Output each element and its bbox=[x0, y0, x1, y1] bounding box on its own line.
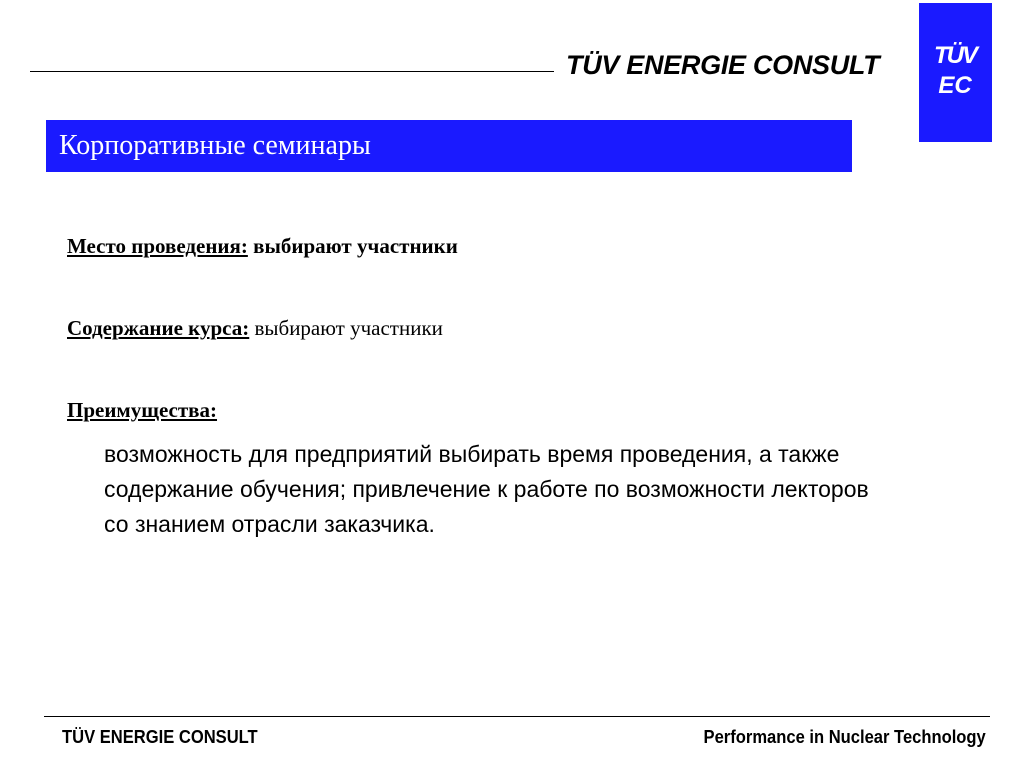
content-field bbox=[67, 316, 443, 341]
footer-tagline: Performance in Nuclear Technology bbox=[703, 727, 986, 747]
content-label: Содержание курса: bbox=[67, 316, 250, 340]
venue-field bbox=[67, 234, 458, 259]
logo-line-2: EC bbox=[938, 72, 972, 99]
footer-company: TÜV ENERGIE CONSULT bbox=[62, 727, 258, 747]
slide-title: Корпоративные семинары bbox=[59, 130, 371, 161]
advantages-text: возможность для предприятий выбирать время проведения, а также содержание обучения; привлечение к работе по возможности лекторов со знанием отрасли заказчика. bbox=[104, 441, 869, 537]
advantages-field bbox=[67, 398, 217, 423]
content-value: выбирают участники bbox=[254, 316, 443, 340]
tuv-ec-logo bbox=[919, 3, 992, 142]
header-rule bbox=[30, 71, 554, 72]
title-bar bbox=[46, 120, 852, 172]
advantages-label: Преимущества: bbox=[67, 398, 218, 422]
company-title: TÜV ENERGIE CONSULT bbox=[566, 50, 880, 80]
venue-value: выбирают участники bbox=[253, 234, 458, 258]
footer-rule bbox=[44, 716, 990, 717]
logo-graphic bbox=[919, 3, 992, 142]
logo-line-1: TÜV bbox=[934, 42, 976, 69]
venue-label: Место проведения: bbox=[67, 234, 248, 258]
